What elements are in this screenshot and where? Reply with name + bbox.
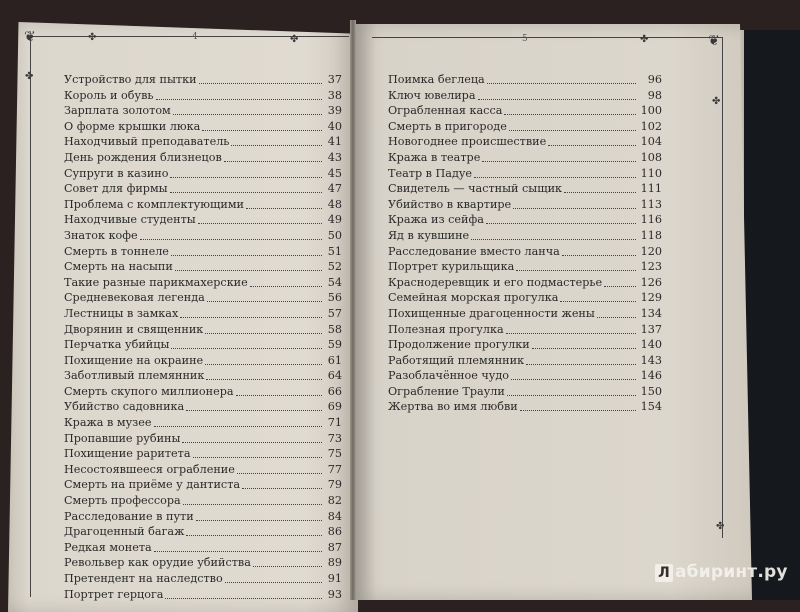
toc-dot-leader [504, 114, 636, 115]
flourish-ornament-icon: ✤ [290, 34, 299, 45]
toc-dot-leader [175, 270, 322, 271]
toc-entry-title: Театр в Падуе [388, 166, 473, 180]
toc-dot-leader [237, 473, 322, 474]
toc-dot-leader [509, 130, 636, 131]
toc-entry-page: 113 [640, 197, 662, 211]
toc-entry-title: Кража в музее [64, 416, 152, 430]
toc-entry-page: 137 [640, 322, 662, 336]
toc-entry-page: 87 [327, 540, 342, 554]
toc-dot-leader [526, 364, 636, 365]
toc-entry-page: 89 [327, 556, 342, 570]
toc-entry-title: Пропавшие рубины [64, 431, 181, 445]
toc-entry [64, 244, 342, 260]
toc-dot-leader [171, 255, 322, 256]
toc-entry-title: Смерть в пригороде [388, 119, 507, 133]
toc-dot-leader [224, 161, 322, 162]
toc-entry-title: Средневековая легенда [64, 291, 205, 305]
book-spine [350, 20, 356, 600]
toc-entry [388, 150, 662, 166]
toc-dot-leader [170, 192, 322, 193]
toc-dot-leader [205, 333, 322, 334]
toc-dot-leader [156, 99, 322, 100]
toc-entry-title: Яд в кувшине [388, 228, 470, 242]
toc-entry-title: Полезная прогулка [388, 322, 504, 336]
toc-entry-title: Револьвер как орудие убийства [64, 556, 251, 570]
toc-entry-page: 116 [640, 213, 662, 227]
toc-entry-page: 140 [640, 338, 662, 352]
toc-dot-leader [193, 457, 322, 458]
toc-entry [388, 134, 662, 150]
toc-entry-page: 43 [327, 150, 342, 164]
toc-entry [64, 228, 342, 244]
toc-dot-leader [513, 208, 636, 209]
toc-dot-leader [198, 223, 322, 224]
toc-entry [388, 384, 662, 400]
toc-entry [388, 337, 662, 353]
toc-dot-leader [170, 177, 322, 178]
toc-dot-leader [171, 348, 322, 349]
toc-dot-leader [186, 410, 322, 411]
toc-entry-title: Расследование вместо ланча [388, 244, 560, 258]
toc-entry-title: Похищенные драгоценности жены [388, 306, 595, 320]
toc-entry-page: 86 [327, 525, 342, 539]
toc-entry-page: 48 [327, 197, 342, 211]
toc-entry-page: 93 [327, 587, 342, 601]
toc-dot-leader [186, 535, 322, 536]
toc-entry [388, 306, 662, 322]
toc-entry-page: 123 [640, 260, 662, 274]
toc-dot-leader [140, 239, 322, 240]
toc-entry-page: 134 [640, 306, 662, 320]
toc-entry-title: Продолжение прогулки [388, 338, 530, 352]
toc-entry-page: 91 [327, 572, 342, 585]
toc-dot-leader [154, 426, 322, 427]
toc-entry [64, 197, 342, 213]
toc-entry-title: Ограбленная касса [388, 104, 503, 118]
toc-entry [64, 103, 342, 119]
toc-entry [64, 509, 342, 525]
toc-entry-title: Совет для фирмы [64, 182, 168, 196]
toc-entry-title: Похищение на окраине [64, 353, 204, 367]
toc-dot-leader [225, 582, 322, 583]
toc-entry-title: Поимка беглеца [388, 73, 485, 86]
toc-entry [64, 493, 342, 509]
flourish-ornament-icon: ✤ [25, 71, 34, 82]
toc-entry-page: 102 [640, 119, 662, 133]
toc-entry-title: Смерть в тоннеле [64, 244, 169, 258]
toc-entry [388, 368, 662, 384]
toc-entry [64, 134, 342, 150]
toc-entry-page: 108 [640, 150, 662, 164]
toc-dot-leader [246, 208, 322, 209]
toc-entry-title: Кража из сейфа [388, 213, 484, 227]
toc-entry [64, 72, 342, 88]
toc-entry [388, 228, 662, 244]
toc-dot-leader [548, 145, 636, 146]
toc-entry-title: Портрет герцога [64, 587, 164, 601]
toc-dot-leader [471, 239, 636, 240]
toc-entry [64, 399, 342, 415]
toc-entry-page: 58 [327, 322, 342, 336]
toc-dot-leader [183, 504, 322, 505]
toc-dot-leader [154, 551, 322, 552]
toc-entry-title: Претендент на наследство [64, 572, 223, 585]
toc-dot-leader [482, 161, 636, 162]
toc-entry-title: Кража в театре [388, 150, 481, 164]
toc-entry [388, 103, 662, 119]
toc-entry [64, 415, 342, 431]
toc-entry [388, 212, 662, 228]
toc-entry-page: 79 [327, 478, 342, 492]
toc-entry-page: 38 [327, 88, 342, 102]
toc-dot-leader [236, 395, 322, 396]
toc-entry-title: Король и обувь [64, 88, 154, 102]
toc-entry [388, 399, 662, 415]
corner-ornament-icon: ❦ [24, 29, 36, 45]
toc-entry [64, 290, 342, 306]
toc-entry [388, 353, 662, 369]
toc-entry-title: Зарплата золотом [64, 104, 171, 118]
toc-entry [64, 431, 342, 447]
toc-entry [388, 197, 662, 213]
toc-entry-title: Смерть скупого миллионера [64, 384, 234, 398]
toc-entry-page: 51 [327, 244, 342, 258]
toc-entry [64, 166, 342, 182]
toc-entry [64, 119, 342, 135]
toc-entry-title: Новогоднее происшествие [388, 135, 547, 149]
toc-entry [64, 322, 342, 338]
toc-entry-page: 77 [327, 462, 342, 476]
flourish-ornament-icon: ✤ [88, 32, 97, 43]
toc-entry-title: Похищение раритета [64, 447, 191, 461]
toc-dot-leader [207, 301, 322, 302]
toc-entry-title: Заботливый племянник [64, 369, 205, 383]
toc-entry [64, 150, 342, 166]
toc-entry-page: 45 [327, 166, 342, 180]
toc-entry-title: Проблема с комплектующими [64, 197, 244, 211]
toc-entry [64, 384, 342, 400]
toc-entry [64, 337, 342, 353]
toc-entry [388, 275, 662, 291]
toc-entry-page: 104 [640, 135, 662, 149]
toc-dot-leader [182, 442, 322, 443]
toc-entry-page: 61 [327, 353, 342, 367]
toc-dot-leader [242, 488, 322, 489]
toc-entry [388, 181, 662, 197]
toc-dot-leader [253, 566, 322, 567]
toc-entry [64, 275, 342, 291]
toc-entry-title: День рождения близнецов [64, 150, 222, 164]
toc-entry [64, 368, 342, 384]
toc-entry-page: 96 [647, 73, 662, 86]
toc-dot-leader [199, 83, 322, 84]
toc-dot-leader [520, 410, 636, 411]
toc-entry-page: 59 [327, 338, 342, 352]
toc-entry-page: 47 [327, 182, 342, 196]
toc-entry [64, 571, 342, 587]
toc-entry-title: Убийство в квартире [388, 197, 512, 211]
toc-entry-title: Смерть профессора [64, 494, 181, 508]
toc-entry-page: 71 [327, 416, 342, 430]
toc-entry-title: Такие разные парикмахерские [64, 275, 248, 289]
toc-entry [64, 88, 342, 104]
toc-dot-leader [173, 114, 322, 115]
toc-dot-leader [506, 333, 636, 334]
toc-entry [388, 244, 662, 260]
watermark-text: абиринт.ру [675, 562, 788, 582]
toc-entry-title: Находчивый преподаватель [64, 135, 230, 149]
toc-entry-title: Ограбление Траули [388, 384, 505, 398]
right-toc-list [388, 72, 662, 415]
toc-entry-page: 50 [327, 228, 342, 242]
toc-dot-leader [165, 598, 322, 599]
toc-entry [64, 524, 342, 540]
toc-entry [388, 72, 662, 88]
toc-entry-page: 154 [640, 400, 662, 414]
left-toc-list [64, 72, 342, 602]
toc-dot-leader [560, 301, 636, 302]
toc-entry [388, 259, 662, 275]
toc-dot-leader [478, 99, 636, 100]
toc-entry-page: 66 [327, 384, 342, 398]
toc-entry-title: Краснодеревщик и его подмастерье [388, 275, 603, 289]
toc-entry-title: Смерть на насыпи [64, 260, 173, 274]
corner-ornament-icon: ❦ [708, 33, 720, 49]
toc-entry-title: Дворянин и священник [64, 322, 204, 336]
toc-entry-page: 100 [640, 104, 662, 118]
toc-entry-title: Работящий племянник [388, 353, 525, 367]
toc-entry-title: Ключ ювелира [388, 88, 476, 102]
watermark-logo-icon: Л [655, 564, 673, 582]
toc-entry [64, 353, 342, 369]
toc-entry-title: Свидетель — частный сыщик [388, 182, 563, 196]
toc-dot-leader [532, 348, 636, 349]
toc-entry-page: 82 [327, 494, 342, 508]
flourish-ornament-icon: ✤ [712, 96, 721, 107]
toc-dot-leader [180, 317, 322, 318]
labirint-watermark [655, 562, 788, 582]
toc-entry-page: 84 [327, 509, 342, 523]
toc-dot-leader [196, 520, 322, 521]
toc-dot-leader [487, 83, 636, 84]
toc-dot-leader [511, 379, 636, 380]
toc-entry [388, 166, 662, 182]
toc-entry [64, 306, 342, 322]
toc-entry-page: 143 [640, 353, 662, 367]
toc-dot-leader [562, 255, 636, 256]
toc-entry-title: Семейная морская прогулка [388, 291, 559, 305]
toc-entry-title: Драгоценный багаж [64, 525, 185, 539]
toc-entry-page: 41 [327, 135, 342, 149]
toc-entry-page: 49 [327, 213, 342, 227]
toc-entry-page: 39 [327, 104, 342, 118]
toc-entry-page: 73 [327, 431, 342, 445]
toc-entry-title: Знаток кофе [64, 228, 138, 242]
toc-entry-title: О форме крышки люка [64, 119, 201, 133]
toc-entry [64, 181, 342, 197]
toc-entry-page: 40 [327, 119, 342, 133]
toc-dot-leader [231, 145, 322, 146]
toc-entry-title: Супруги в казино [64, 166, 169, 180]
toc-entry-page: 146 [640, 369, 662, 383]
toc-entry-title: Несостоявшееся ограбление [64, 462, 235, 476]
toc-dot-leader [597, 317, 636, 318]
toc-entry [64, 462, 342, 478]
toc-entry-page: 111 [640, 182, 662, 196]
toc-entry-page: 75 [327, 447, 342, 461]
toc-entry-page: 129 [640, 291, 662, 305]
toc-entry [64, 540, 342, 556]
toc-entry-page: 69 [327, 400, 342, 414]
toc-entry-title: Перчатка убийцы [64, 338, 170, 352]
toc-entry-page: 126 [640, 275, 662, 289]
toc-entry-title: Смерть на приёме у дантиста [64, 478, 241, 492]
toc-entry [64, 477, 342, 493]
toc-dot-leader [604, 286, 636, 287]
toc-dot-leader [474, 177, 636, 178]
toc-dot-leader [202, 130, 322, 131]
toc-entry [64, 555, 342, 571]
toc-entry-page: 64 [327, 369, 342, 383]
toc-entry [388, 290, 662, 306]
toc-entry-title: Убийство садовника [64, 400, 185, 414]
toc-dot-leader [206, 379, 322, 380]
toc-entry [388, 119, 662, 135]
toc-entry-page: 118 [640, 228, 662, 242]
flourish-ornament-icon: ✤ [716, 521, 725, 532]
toc-entry-page: 150 [640, 384, 662, 398]
toc-entry-page: 56 [327, 291, 342, 305]
toc-entry-title: Портрет курильщика [388, 260, 515, 274]
toc-entry-title: Редкая монета [64, 540, 152, 554]
toc-entry-page: 52 [327, 260, 342, 274]
toc-dot-leader [507, 395, 636, 396]
toc-entry-title: Находчивые студенты [64, 213, 196, 227]
toc-entry-page: 110 [640, 166, 662, 180]
toc-entry-page: 54 [327, 275, 342, 289]
toc-entry-page: 120 [640, 244, 662, 258]
toc-entry [64, 446, 342, 462]
flourish-ornament-icon: ✤ [640, 34, 649, 45]
toc-entry-title: Лестницы в замках [64, 306, 179, 320]
toc-entry-title: Жертва во имя любви [388, 400, 518, 414]
right-page-number: 5 [522, 34, 528, 44]
toc-dot-leader [564, 192, 636, 193]
toc-entry-page: 57 [327, 306, 342, 320]
toc-entry [388, 88, 662, 104]
toc-entry [64, 212, 342, 228]
toc-entry [388, 322, 662, 338]
toc-entry-title: Устройство для пытки [64, 73, 197, 86]
toc-dot-leader [250, 286, 322, 287]
toc-entry-page: 98 [647, 88, 662, 102]
toc-dot-leader [486, 223, 636, 224]
toc-entry-title: Разоблачённое чудо [388, 369, 509, 383]
toc-dot-leader [516, 270, 636, 271]
toc-dot-leader [205, 364, 322, 365]
toc-entry [64, 259, 342, 275]
left-page-number: 4 [192, 32, 198, 42]
toc-entry-page: 37 [327, 73, 342, 86]
toc-entry-title: Расследование в пути [64, 509, 194, 523]
